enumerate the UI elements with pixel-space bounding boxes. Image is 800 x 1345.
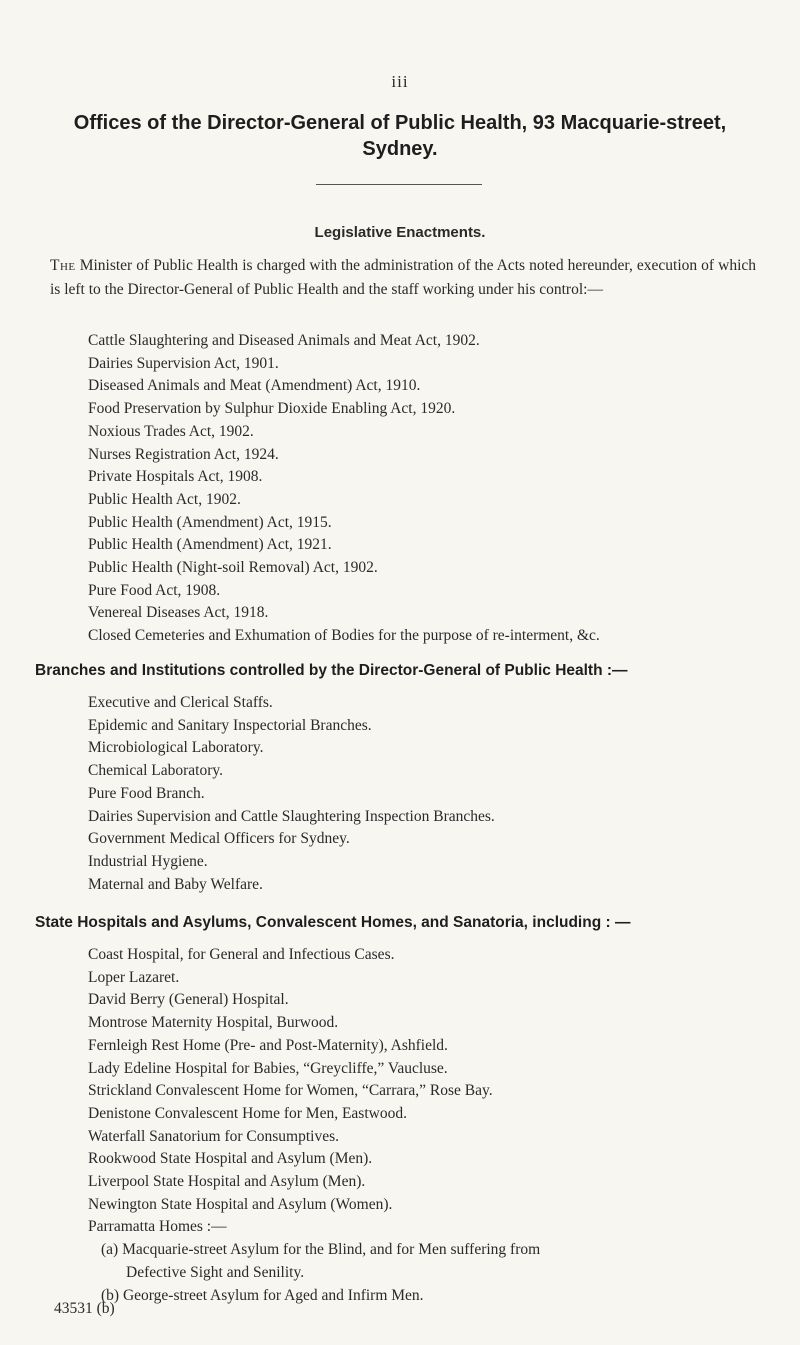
- list-item: (b) George-street Asylum for Aged and Infirm Men.: [101, 1286, 424, 1304]
- list-item: Denistone Convalescent Home for Men, Eastwood.: [88, 1104, 407, 1122]
- legislative-heading: Legislative Enactments.: [314, 224, 486, 241]
- list-item: Pure Food Act, 1908.: [88, 581, 221, 599]
- list-item: Diseased Animals and Meat (Amendment) Act, 1910.: [88, 377, 421, 395]
- list-item: Cattle Slaughtering and Diseased Animals and Meat Act, 1902.: [88, 332, 480, 349]
- list-item: Liverpool State Hospital and Asylum (Men).: [88, 1173, 366, 1191]
- list-item: Epidemic and Sanitary Inspectorial Branches.: [88, 716, 372, 734]
- list-item: Coast Hospital, for General and Infectious Cases.: [88, 946, 395, 963]
- list-item: Closed Cemeteries and Exhumation of Bodies for the purpose of re-interment, &c.: [88, 627, 600, 645]
- list-item: Dairies Supervision and Cattle Slaughtering Inspection Branches.: [88, 807, 495, 825]
- hospitals-list: [88, 944, 768, 1307]
- hospitals-heading: State Hospitals and Asylums, Convalescent Homes, and Sanatoria, including : —: [35, 914, 631, 931]
- list-item: Public Health Act, 1902.: [88, 490, 241, 508]
- list-item: Lady Edeline Hospital for Babies, “Greycliffe,” Vaucluse.: [88, 1059, 448, 1077]
- divider-rule: [316, 184, 482, 185]
- list-item: Newington State Hospital and Asylum (Women).: [88, 1195, 393, 1213]
- list-item: Loper Lazaret.: [88, 968, 180, 986]
- list-item: Noxious Trades Act, 1902.: [88, 422, 254, 440]
- list-item: Executive and Clerical Staffs.: [88, 694, 273, 711]
- list-item: Defective Sight and Senility.: [126, 1263, 305, 1281]
- list-item: Nurses Registration Act, 1924.: [88, 445, 279, 463]
- list-item: Industrial Hygiene.: [88, 852, 208, 870]
- intro-lead: The: [50, 257, 76, 274]
- intro-text: Minister of Public Health is charged with the administration of the Acts noted hereunder, execution of which is left to the Director-General of Public Health and the staff working under his control:—: [50, 257, 757, 298]
- list-item: Parramatta Homes :—: [88, 1218, 227, 1236]
- list-item: (a) Macquarie-street Asylum for the Blind, and for Men suffering from: [101, 1241, 541, 1259]
- list-item: Chemical Laboratory.: [88, 762, 223, 780]
- list-item: Public Health (Amendment) Act, 1921.: [88, 536, 332, 554]
- list-item: David Berry (General) Hospital.: [88, 991, 289, 1009]
- list-item: Food Preservation by Sulphur Dioxide Enabling Act, 1920.: [88, 400, 456, 418]
- list-item: Government Medical Officers for Sydney.: [88, 830, 350, 848]
- list-item: Montrose Maternity Hospital, Burwood.: [88, 1014, 339, 1032]
- branches-list: [88, 692, 768, 896]
- list-item: Rookwood State Hospital and Asylum (Men).: [88, 1150, 373, 1168]
- list-item: Waterfall Sanatorium for Consumptives.: [88, 1127, 340, 1145]
- list-item: Private Hospitals Act, 1908.: [88, 468, 263, 486]
- list-item: Microbiological Laboratory.: [88, 739, 264, 757]
- list-item: Strickland Convalescent Home for Women, “Carrara,” Rose Bay.: [88, 1082, 493, 1100]
- list-item: Fernleigh Rest Home (Pre- and Post-Maternity), Ashfield.: [88, 1036, 448, 1054]
- branches-heading: Branches and Institutions controlled by the Director-General of Public Health :—: [35, 662, 628, 679]
- print-code: 43531 (b): [54, 1300, 115, 1317]
- page-title: Offices of the Director-General of Public Health, 93 Macquarie-street, Sydney.: [73, 112, 727, 160]
- list-item: Dairies Supervision Act, 1901.: [88, 354, 279, 372]
- acts-list: [88, 330, 768, 648]
- list-item: Venereal Diseases Act, 1918.: [88, 604, 269, 622]
- list-item: Public Health (Night-soil Removal) Act, 1902.: [88, 559, 378, 577]
- list-item: Maternal and Baby Welfare.: [88, 875, 263, 893]
- page-number: iii: [391, 72, 409, 91]
- list-item: Public Health (Amendment) Act, 1915.: [88, 513, 332, 531]
- legislative-intro: [50, 254, 756, 302]
- list-item: Pure Food Branch.: [88, 784, 205, 802]
